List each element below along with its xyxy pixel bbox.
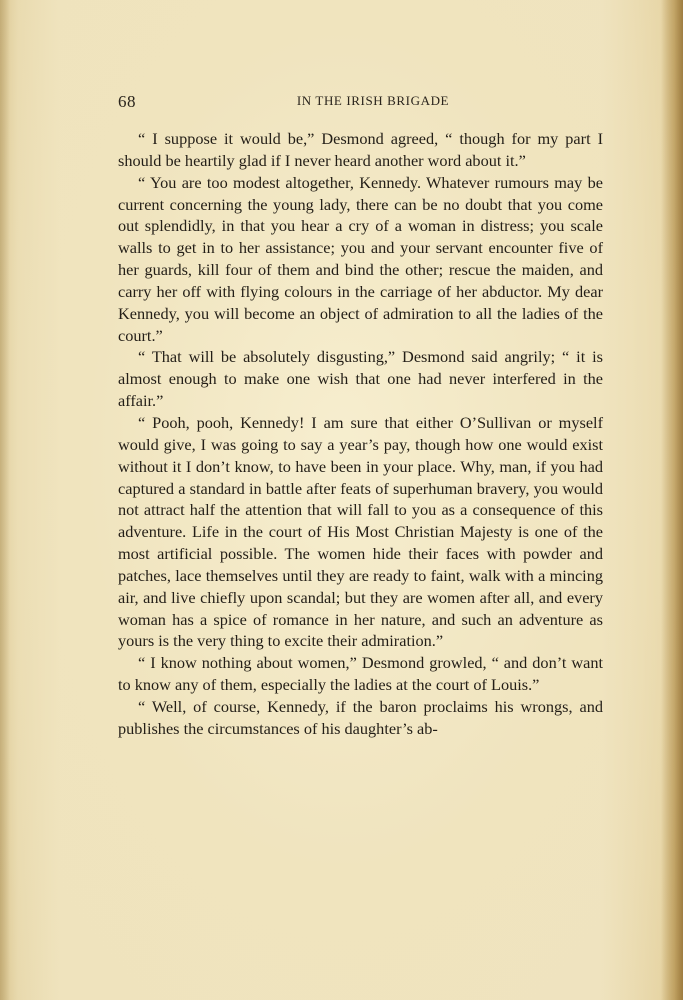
page-header [118,92,608,114]
paragraph: “ I suppose it would be,” Desmond agreed, “ though for my part I should be heartily glad if I never heard another word about it.” [118,129,603,170]
page-right-edge [661,0,683,1000]
body-text [118,128,603,740]
paragraph: “ Pooh, pooh, Kennedy! I am sure that either O’Sullivan or myself would give, I was going to say a year’s pay, though how one would exist without it I don’t know, to have been in your place. Why, man, if you had captured a standard in battle after feats of superhuman bravery, you would not attract half the attention that will fall to you as a consequence of this adventure. Life in the court of His Most Christian Majesty is one of the most artificial possible. The women hide their faces with powder and patches, lace themselves until they are ready to faint, walk with a mincing air, and live chiefly upon scandal; but they are women after all, and every woman has a spice of romance in her nature, and such an adventure as yours is the very thing to excite their admiration.” [118,412,603,651]
paragraph: “ You are too modest altogether, Kennedy. Whatever rumours may be current concerning the young lady, there can be no doubt that you come out splendidly, in that you hear a cry of a woman in distress; you scale walls to get in to her assistance; you and your servant encounter five of her guards, kill four of them and bind the other; rescue the maiden, and carry her off with flying colours in the carriage of her abductor. My dear Kennedy, you will become an object of admiration to all the ladies of the court.” [118,172,603,345]
paragraph: “ That will be absolutely disgusting,” Desmond said angrily; “ it is almost enough to make one wish that one had never interfered in the affair.” [118,347,603,411]
page-number: 68 [118,92,136,111]
running-head: IN THE IRISH BRIGADE [296,93,450,108]
page-left-edge [0,0,10,1000]
paragraph: “ Well, of course, Kennedy, if the baron proclaims his wrongs, and publishes the circumstances of his daughter’s ab- [118,696,603,738]
paragraph: “ I know nothing about women,” Desmond growled, “ and don’t want to know any of them, especially the ladies at the court of Louis.” [118,653,603,695]
